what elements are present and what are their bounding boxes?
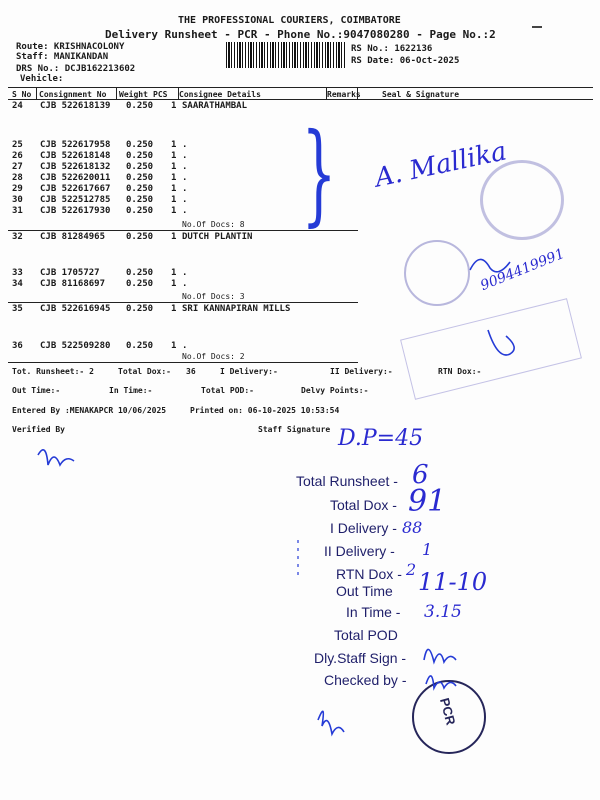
table-row: 26 CJB 522618148 0.250 1 . <box>12 151 188 161</box>
vehicle: Vehicle: <box>20 74 64 84</box>
delvy-points: Delvy Points:- <box>301 386 369 395</box>
stamp-rtn-dox: RTN Dox - <box>336 566 402 582</box>
rtn-dox: RTN Dox:- <box>438 367 482 376</box>
hw-i-delivery: 88 <box>402 518 423 537</box>
route: Route: KRISHNACOLONY <box>16 42 125 52</box>
pcr-stamp-text: PCR <box>436 696 459 727</box>
printed-on: Printed on: 06-10-2025 10:53:54 <box>190 406 340 415</box>
table-row: 30 CJB 522512785 0.250 1 . <box>12 195 188 205</box>
table-row: 28 CJB 522620011 0.250 1 . <box>12 173 188 183</box>
table-row: 33 CJB 1705727 0.250 1 . <box>12 268 188 278</box>
col-consignment: Consignment No <box>39 90 107 99</box>
hw-out-time: 11-10 <box>418 568 488 596</box>
stamp-in-time: In Time - <box>346 604 401 620</box>
ii-delivery: II Delivery:- <box>330 367 393 376</box>
col-seal: Seal & Signature <box>382 90 460 99</box>
hw-total-runsheet: 6 <box>412 460 429 490</box>
total-pod: Total POD:- <box>201 386 254 395</box>
table-row: 34 CJB 81168697 0.250 1 . <box>12 279 188 289</box>
stamp-i-delivery: I Delivery - <box>330 520 397 536</box>
stamp-checked-by: Checked by - <box>324 672 407 688</box>
stamp-dly-staff-sign: Dly.Staff Sign - <box>314 650 407 666</box>
hw-total-dox: 91 <box>408 484 447 519</box>
hw-rtn-dox: 2 <box>406 560 417 579</box>
total-dox-label: Total Dox:- <box>118 367 171 376</box>
entered-by: Entered By :MENAKAPCR 10/06/2025 <box>12 406 167 415</box>
phone-handwriting: 9094419991 <box>478 245 567 295</box>
col-pcs: PCS <box>153 90 168 99</box>
tot-runsheet: Tot. Runsheet:- 2 <box>12 367 94 376</box>
col-consignee: Consignee Details <box>179 90 261 99</box>
doc-count: No.Of Docs: 3 <box>182 292 245 301</box>
stamp-total-runsheet: Total Runsheet - <box>296 473 398 489</box>
doc-count: No.Of Docs: 8 <box>182 220 245 229</box>
stamp-out-time: Out Time <box>336 583 393 599</box>
rs-number: RS No.: 1622136 <box>351 44 433 54</box>
company-name: THE PROFESSIONAL COURIERS, COIMBATORE <box>178 15 401 26</box>
brace-mark: } <box>301 109 337 237</box>
table-row: 32 CJB 81284965 0.250 1 DUTCH PLANTIN <box>12 232 253 242</box>
hw-in-time: 3.15 <box>424 602 462 622</box>
drs-number: DRS No.: DCJB162213602 <box>16 64 136 74</box>
table-row: 36 CJB 522509280 0.250 1 . <box>12 341 188 351</box>
col-weight: Weight <box>119 90 148 99</box>
dp-note: D.P=45 <box>338 426 424 451</box>
col-sno: S No <box>12 90 32 99</box>
rs-date: RS Date: 06-Oct-2025 <box>351 56 460 66</box>
table-row: 25 CJB 522617958 0.250 1 . <box>12 140 188 150</box>
staff: Staff: MANIKANDAN <box>16 52 109 62</box>
out-time: Out Time:- <box>12 386 61 395</box>
stamp-ii-delivery: II Delivery - <box>324 543 395 559</box>
col-remarks: Remarks <box>327 90 361 99</box>
stamp-total-pod: Total POD <box>334 627 398 643</box>
table-row: 31 CJB 522617930 0.250 1 . <box>12 206 188 216</box>
verified-by: Verified By <box>12 425 65 434</box>
stamp-total-dox: Total Dox - <box>330 497 397 513</box>
receiver-signature: A. Mallika <box>372 136 510 194</box>
table-row: 27 CJB 522618132 0.250 1 . <box>12 162 188 172</box>
runsheet-title: Delivery Runsheet - PCR - Phone No.:9047080280 - Page No.:2 <box>105 28 496 41</box>
in-time: In Time:- <box>109 386 153 395</box>
staff-signature: Staff Signature <box>258 425 331 434</box>
table-row: 24 CJB 522618139 0.250 1 SAARATHAMBAL <box>12 101 248 111</box>
table-row: 29 CJB 522617667 0.250 1 . <box>12 184 188 194</box>
table-row: 35 CJB 522616945 0.250 1 SRI KANNAPIRAN MILLS <box>12 304 291 314</box>
total-dox-value: 36 <box>186 367 196 376</box>
hw-ii-delivery: 1 <box>422 540 433 559</box>
doc-count: No.Of Docs: 2 <box>182 352 245 361</box>
i-delivery: I Delivery:- <box>220 367 278 376</box>
